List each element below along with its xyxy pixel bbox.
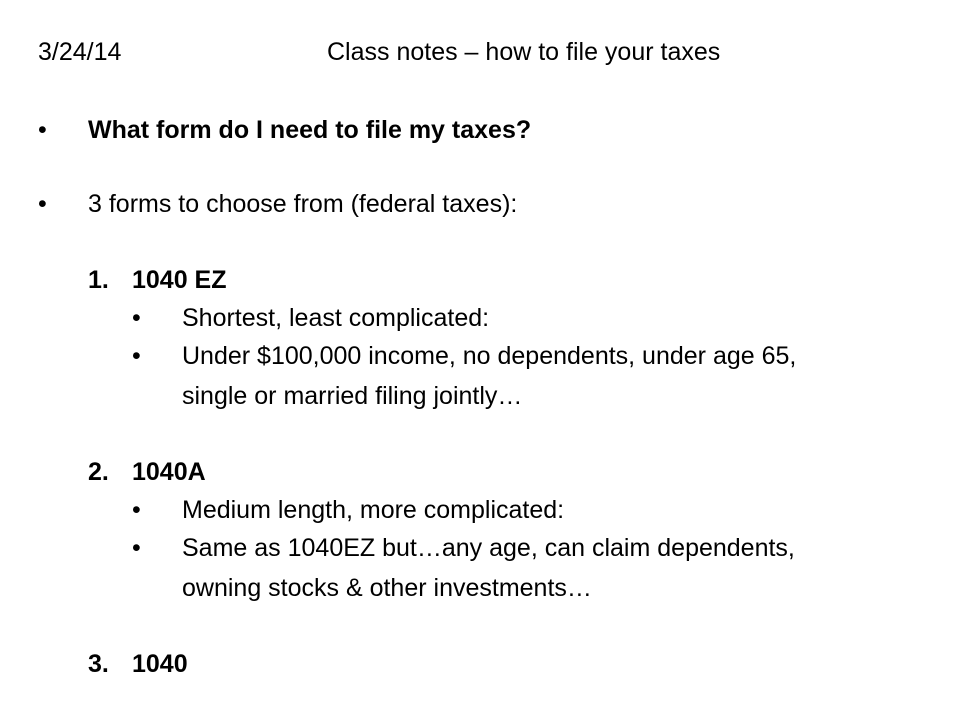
form-point: Medium length, more complicated: (182, 496, 565, 524)
bullet-icon: • (132, 534, 141, 562)
bullet-icon: • (132, 496, 141, 524)
form-number: 2. (88, 458, 109, 486)
bullet-icon: • (132, 342, 141, 370)
form-name-1040a: 1040A (132, 458, 206, 486)
form-number: 1. (88, 266, 109, 294)
bullet-icon: • (38, 116, 47, 144)
form-point-continuation: owning stocks & other investments… (182, 574, 592, 602)
question-bullet: What form do I need to file my taxes? (88, 116, 532, 144)
form-point: Shortest, least complicated: (182, 304, 490, 332)
date-text: 3/24/14 (38, 38, 122, 66)
bullet-icon: • (132, 304, 141, 332)
form-point: Under $100,000 income, no dependents, under age 65, (182, 342, 797, 370)
bullet-icon: • (38, 190, 47, 218)
form-number: 3. (88, 650, 109, 678)
page-title: Class notes – how to file your taxes (327, 38, 721, 66)
form-name-1040: 1040 (132, 650, 188, 678)
form-name-1040ez: 1040 EZ (132, 266, 227, 294)
form-point: Same as 1040EZ but…any age, can claim dependents, (182, 534, 795, 562)
form-point-continuation: single or married filing jointly… (182, 382, 523, 410)
forms-intro-bullet: 3 forms to choose from (federal taxes): (88, 190, 518, 218)
